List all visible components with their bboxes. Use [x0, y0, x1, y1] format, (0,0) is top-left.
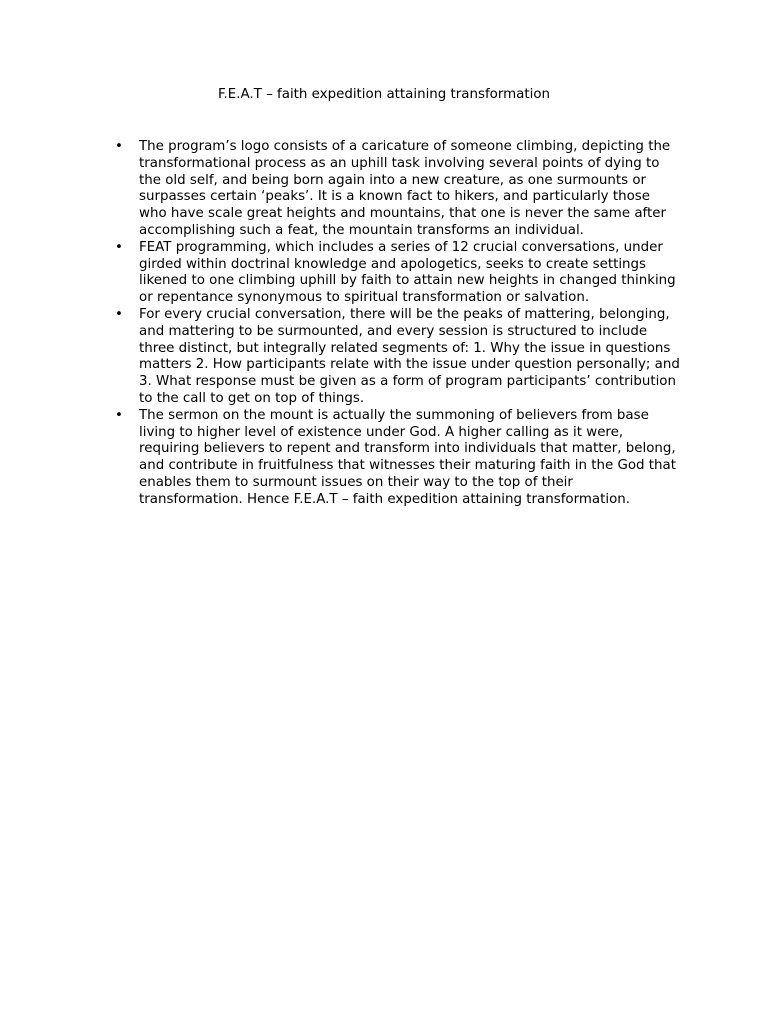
bullet-text: For every crucial conversation, there will be the peaks of mattering, belonging, and mattering to be surmounted, and every session is structured to include three distinct, but integrally related segments of: 1. Why the issue in questions matters 2. How participants relate with the issue under question personally; and 3. What response must be given as a form of program participants’ contribution to the call to get on top of things.	[139, 306, 680, 406]
bullet-item	[110, 307, 680, 408]
bullet-text: The program’s logo consists of a caricature of someone climbing, depicting the transformational process as an uphill task involving several points of dying to the old self, and being born again into a new creature, as one surmounts or surpasses certain ‘peaks’. It is a known fact to hikers, and particularly those who have scale great heights and mountains, that one is never the same after accomplishing such a feat, the mountain transforms an individual.	[139, 139, 671, 238]
bullet-list	[110, 139, 680, 509]
bullet-item	[110, 240, 680, 307]
bullet-icon: •	[115, 139, 123, 154]
bullet-icon: •	[115, 306, 123, 322]
bullet-text: FEAT programming, which includes a series of 12 crucial conversations, under girded within doctrinal knowledge and apologetics, seeks to create settings likened to one climbing uphill by faith to attain new heights in changed thinking or repentance synonymous to spiritual transformation or salvation.	[139, 239, 676, 306]
bullet-icon: •	[115, 407, 123, 423]
bullet-icon: •	[115, 239, 123, 255]
document-title: F.E.A.T – faith expedition attaining transformation	[217, 87, 551, 102]
bullet-item	[110, 139, 680, 240]
bullet-text: The sermon on the mount is actually the summoning of believers from base living to higher level of existence under God. A higher calling as it were, requiring believers to repent and transform into individuals that matter, belong, and contribute in fruitfulness that witnesses their maturing faith in the God that enables them to surmount issues on their way to the top of their transformation. Hence F.E.A.T – faith expedition attaining transformation.	[139, 407, 676, 507]
bullet-item	[110, 408, 680, 509]
